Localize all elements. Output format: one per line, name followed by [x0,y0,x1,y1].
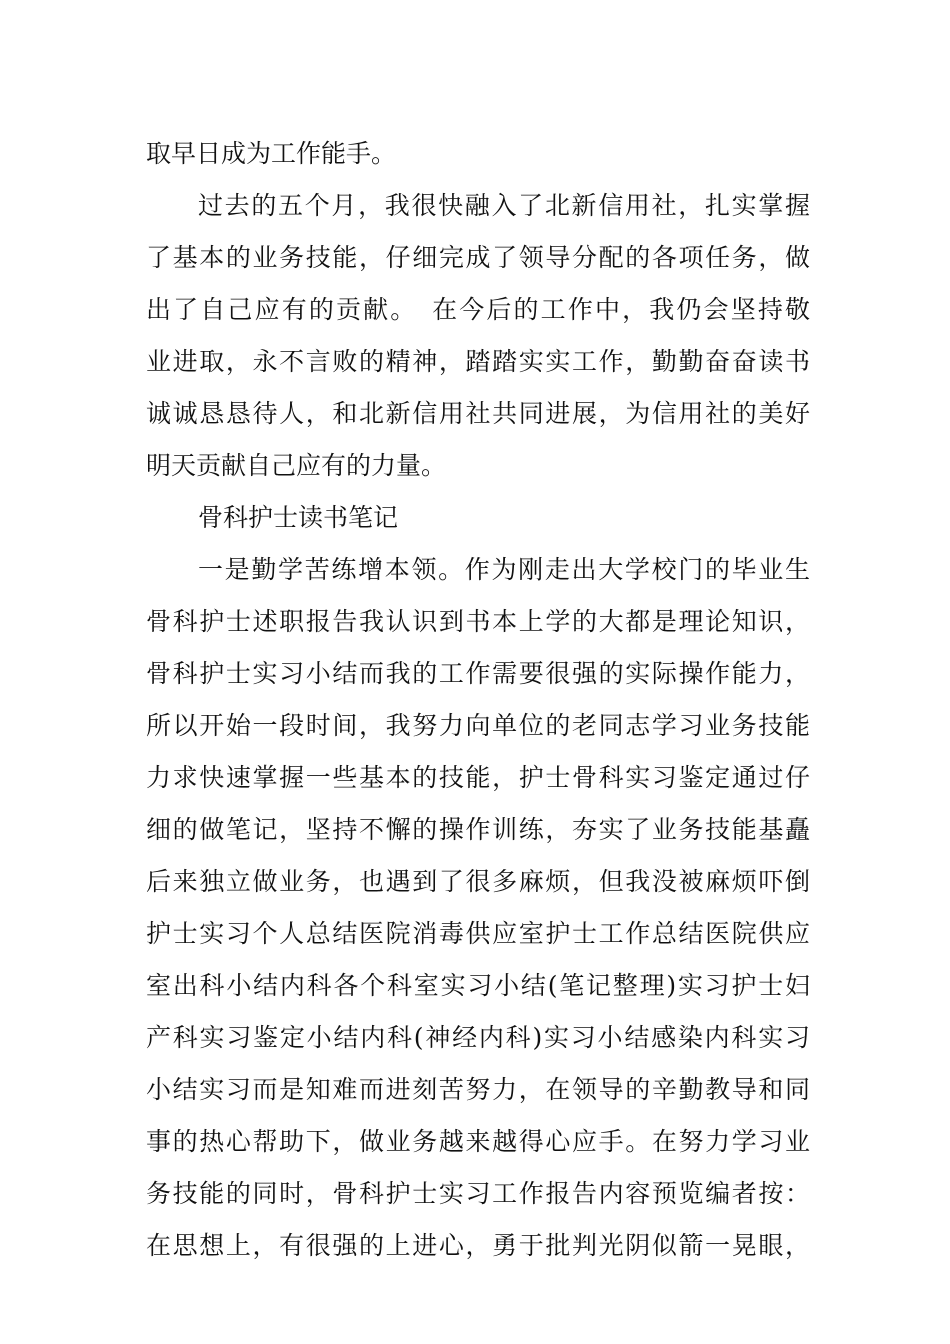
paragraph-line: 骨科护士实习小结而我的工作需要很强的实际操作能力， [146,659,810,688]
paragraph-line: 室出科小结内科各个科室实习小结(笔记整理)实习护士妇 [146,971,810,1000]
body-text [146,128,810,1272]
paragraph-line: 骨科护士述职报告我认识到书本上学的大都是理论知识， [146,607,810,636]
paragraph-line: 小结实习而是知难而进刻苦努力，在领导的辛勤教导和同 [146,1075,810,1104]
paragraph-line: 细的做笔记，坚持不懈的操作训练，夯实了业务技能基矗 [146,815,810,844]
paragraph-line: 产科实习鉴定小结内科(神经内科)实习小结感染内科实习 [146,1023,810,1052]
paragraph-line: 取早日成为工作能手。 [146,139,397,168]
paragraph-line: 力求快速掌握一些基本的技能，护士骨科实习鉴定通过仔 [146,763,810,792]
paragraph-line: 诚诚恳恳待人，和北新信用社共同进展，为信用社的美好 [146,399,810,428]
paragraph-line: 事的热心帮助下，做业务越来越得心应手。在努力学习业 [146,1127,810,1156]
paragraph-line: 务技能的同时，骨科护士实习工作报告内容预览编者按： [146,1179,810,1208]
paragraph-line: 业进取，永不言败的精神，踏踏实实工作，勤勤奋奋读书 [146,347,810,376]
paragraph-line: 出了自己应有的贡献。 在今后的工作中，我仍会坚持敬 [146,295,810,324]
paragraph-line: 一是勤学苦练增本领。作为刚走出大学校门的毕业生 [198,555,810,584]
paragraph-line: 明天贡献自己应有的力量。 [146,451,447,480]
paragraph-line: 后来独立做业务，也遇到了很多麻烦，但我没被麻烦吓倒 [146,867,810,896]
paragraph-line: 所以开始一段时间，我努力向单位的老同志学习业务技能 [146,711,810,740]
paragraph-line: 过去的五个月，我很快融入了北新信用社，扎实掌握 [198,191,810,220]
paragraph-line: 了基本的业务技能，仔细完成了领导分配的各项任务，做 [146,243,810,272]
section-heading: 骨科护士读书笔记 [198,503,399,532]
paragraph-line: 在思想上，有很强的上进心，勇于批判光阴似箭一晃眼， [146,1231,810,1260]
paragraph-line: 护士实习个人总结医院消毒供应室护士工作总结医院供应 [146,919,810,948]
